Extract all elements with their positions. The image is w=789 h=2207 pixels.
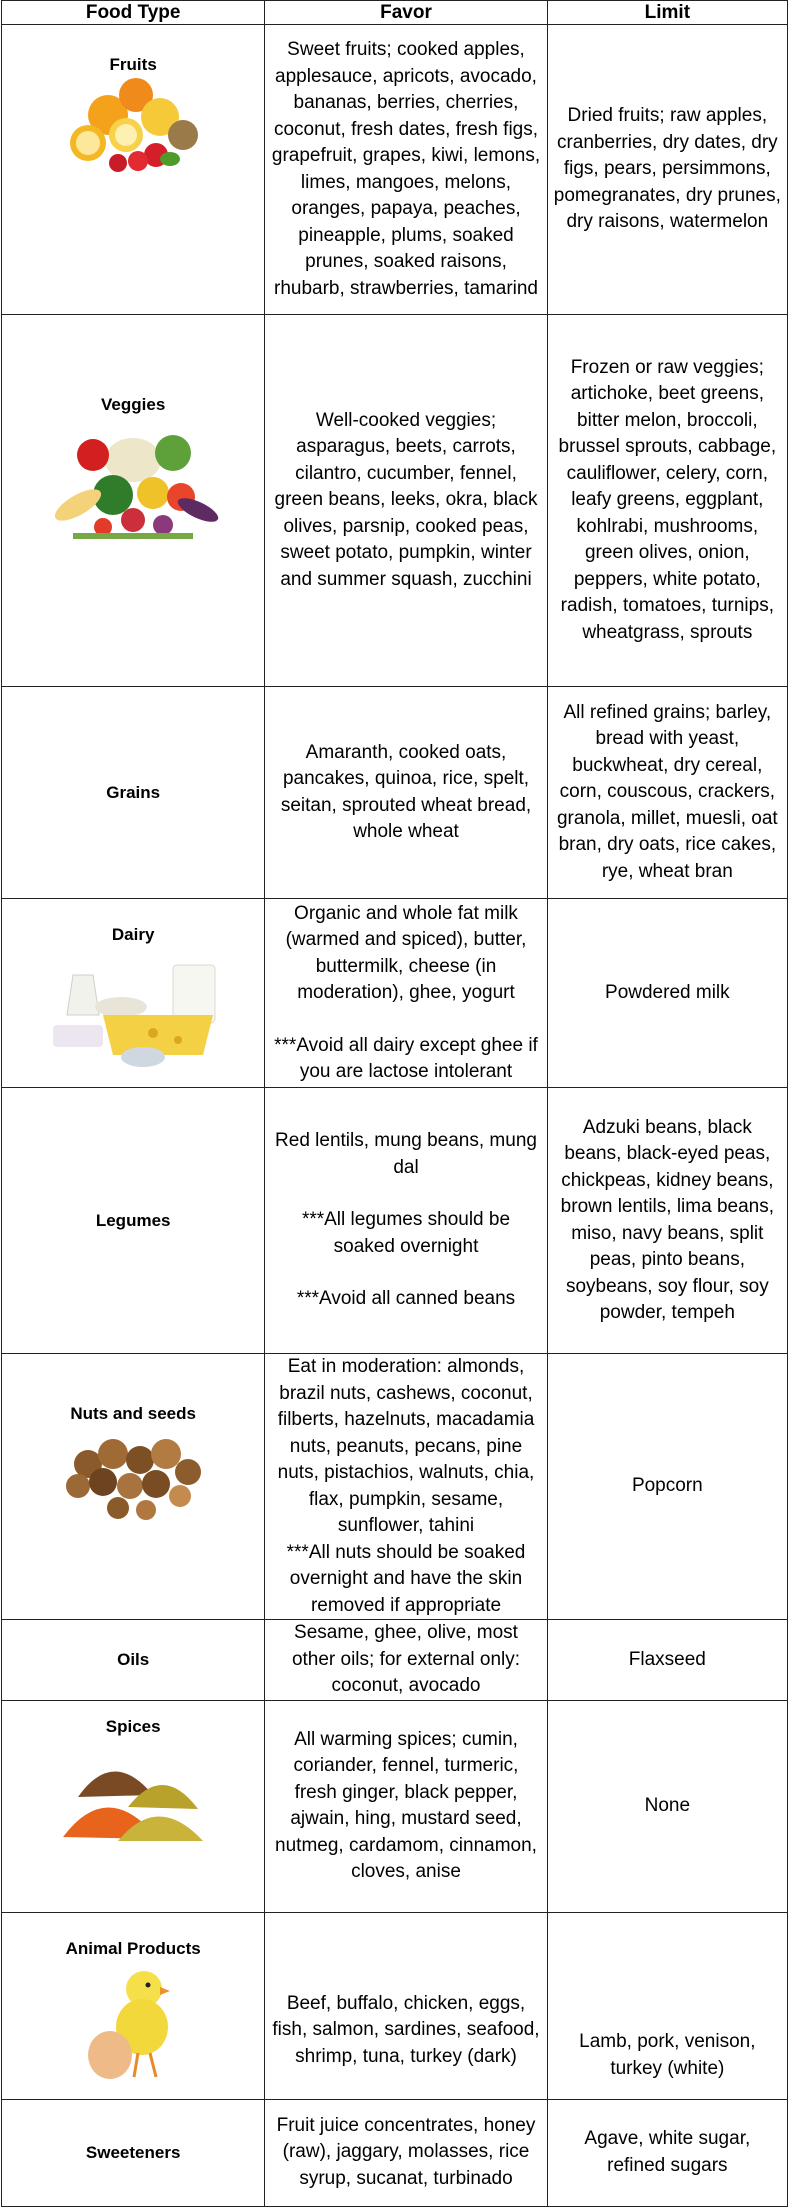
favor-text: Amaranth, cooked oats, pancakes, quinoa, rice, spelt, seitan, sprouted wheat bread, whole wheat bbox=[280, 741, 532, 842]
food-type-cell bbox=[2, 899, 265, 1088]
header-food-type: Food Type bbox=[2, 1, 265, 25]
favor-cell bbox=[265, 1912, 547, 2099]
table-row-dairy bbox=[2, 899, 788, 1088]
favor-text: Sweet fruits; cooked apples, applesauce, apricots, avocado, bananas, berries, cherries, coconut, fresh dates, fresh figs, grapefruit, grapes, kiwi, lemons, limes, mangoes, melons, oranges, papaya, peaches, pineapple, plums, soaked prunes, soaked raisons, rhubarb, strawberries, tamarind bbox=[271, 39, 541, 299]
food-type-label: Legumes bbox=[95, 1210, 171, 1230]
limit-cell bbox=[547, 687, 787, 899]
table-row-legumes bbox=[2, 1088, 788, 1354]
food-type-label: Oils bbox=[117, 1649, 150, 1669]
favor-cell bbox=[265, 1354, 547, 1620]
favor-cell bbox=[265, 1620, 547, 1701]
limit-cell bbox=[547, 1912, 787, 2099]
food-type-cell bbox=[2, 315, 265, 687]
food-guide-table bbox=[1, 0, 788, 2207]
table-row-sweeteners bbox=[2, 2099, 788, 2206]
limit-cell bbox=[547, 315, 787, 687]
favor-note: ***Avoid all canned beans bbox=[296, 1288, 516, 1310]
table-row-oils bbox=[2, 1620, 788, 1701]
food-type-label: Spices bbox=[105, 1716, 161, 1736]
table-row-animal-products bbox=[2, 1912, 788, 2099]
favor-cell bbox=[265, 687, 547, 899]
favor-text: Sesame, ghee, olive, most other oils; for external only: coconut, avocado bbox=[291, 1622, 521, 1696]
favor-cell bbox=[265, 2099, 547, 2206]
food-type-label: Fruits bbox=[109, 55, 157, 74]
favor-text: Fruit juice concentrates, honey (raw), jaggary, molasses, rice syrup, sucanat, turbinado bbox=[276, 2114, 536, 2189]
food-type-label: Veggies bbox=[101, 395, 166, 414]
limit-text: Lamb, pork, venison, turkey (white) bbox=[579, 2031, 756, 2079]
spices-image bbox=[58, 1737, 208, 1852]
header-favor: Favor bbox=[265, 1, 547, 25]
chick-and-egg-image bbox=[78, 1959, 188, 2084]
limit-text: Popcorn bbox=[631, 1475, 703, 1497]
food-type-cell bbox=[2, 1620, 265, 1701]
limit-text: Flaxseed bbox=[628, 1648, 706, 1670]
header-row bbox=[2, 1, 788, 25]
food-type-cell bbox=[2, 1912, 265, 2099]
food-type-cell bbox=[2, 1354, 265, 1620]
food-type-cell bbox=[2, 1088, 265, 1354]
favor-cell bbox=[265, 25, 547, 315]
limit-cell bbox=[547, 1088, 787, 1354]
fruits-image bbox=[48, 75, 218, 185]
food-type-label: Animal Products bbox=[65, 1938, 201, 1958]
limit-cell bbox=[547, 899, 787, 1088]
food-type-cell bbox=[2, 2099, 265, 2206]
nuts-image bbox=[48, 1424, 218, 1524]
dairy-image bbox=[33, 945, 233, 1075]
table-row-fruits bbox=[2, 25, 788, 315]
food-type-label: Grains bbox=[106, 782, 161, 802]
limit-text: Agave, white sugar, refined sugars bbox=[584, 2128, 751, 2176]
favor-cell bbox=[265, 1088, 547, 1354]
favor-text: Red lentils, mung beans, mung dal bbox=[275, 1130, 537, 1178]
favor-note: ***All nuts should be soaked overnight and have the skin removed if appropriate bbox=[286, 1541, 526, 1616]
limit-cell bbox=[547, 2099, 787, 2206]
favor-text: Organic and whole fat milk (warmed and spiced), butter, buttermilk, cheese (in moderation), ghee, yogurt bbox=[285, 902, 527, 1003]
table-row-nuts-and-seeds bbox=[2, 1354, 788, 1620]
food-type-label: Dairy bbox=[111, 925, 155, 944]
favor-note: ***All legumes should be soaked overnight bbox=[301, 1209, 511, 1257]
favor-note: ***Avoid all dairy except ghee if you are lactose intolerant bbox=[274, 1034, 538, 1082]
limit-text: Adzuki beans, black beans, black-eyed peas, chickpeas, kidney beans, brown lentils, lima beans, miso, navy beans, split peas, pinto beans, soybeans, soy flour, soy powder, tempeh bbox=[560, 1116, 774, 1323]
table-row-veggies bbox=[2, 315, 788, 687]
favor-text: Eat in moderation: almonds, brazil nuts, cashews, coconut, filberts, hazelnuts, macadamia nuts, peanuts, pecans, pine nuts, pistachios, walnuts, chia, flax, pumpkin, sesame, sunflower, tahini bbox=[277, 1356, 535, 1536]
food-type-cell bbox=[2, 687, 265, 899]
favor-text: Beef, buffalo, chicken, eggs, fish, salmon, sardines, seafood, shrimp, tuna, turkey (dark) bbox=[272, 1992, 540, 2067]
favor-cell bbox=[265, 315, 547, 687]
limit-text: Powdered milk bbox=[605, 981, 730, 1003]
favor-text: Well-cooked veggies; asparagus, beets, carrots, cilantro, cucumber, fennel, green beans, leeks, okra, black olives, parsnip, cooked peas, sweet potato, pumpkin, winter and summer squash, zucchini bbox=[274, 409, 538, 590]
limit-cell bbox=[547, 1354, 787, 1620]
limit-cell bbox=[547, 25, 787, 315]
favor-cell bbox=[265, 899, 547, 1088]
limit-cell bbox=[547, 1700, 787, 1912]
table-row-spices bbox=[2, 1700, 788, 1912]
food-type-cell bbox=[2, 25, 265, 315]
favor-text: All warming spices; cumin, coriander, fennel, turmeric, fresh ginger, black pepper, ajwain, hing, mustard seed, nutmeg, cardamom, cinnamon, cloves, anise bbox=[275, 1728, 537, 1882]
limit-text: Frozen or raw veggies; artichoke, beet greens, bitter melon, broccoli, brussel sprouts, cabbage, cauliflower, celery, corn, leafy greens, eggplant, kohlrabi, mushrooms, green olives, onion, peppers, white potato, radish, tomatoes, turnips, wheatgrass, sprouts bbox=[558, 356, 777, 643]
vegetables-image bbox=[33, 415, 233, 555]
favor-cell bbox=[265, 1700, 547, 1912]
limit-cell bbox=[547, 1620, 787, 1701]
food-type-label: Nuts and seeds bbox=[70, 1404, 196, 1423]
food-type-cell bbox=[2, 1700, 265, 1912]
food-type-label: Sweeteners bbox=[85, 2142, 181, 2162]
limit-text: All refined grains; barley, bread with yeast, buckwheat, dry cereal, corn, couscous, crackers, granola, millet, muesli, oat bran, dry oats, rice cakes, rye, wheat bran bbox=[556, 701, 778, 882]
limit-text: Dried fruits; raw apples, cranberries, dry dates, dry figs, pears, persimmons, pomegranates, dry prunes, dry raisons, watermelon bbox=[553, 105, 781, 233]
limit-text: None bbox=[644, 1794, 691, 1816]
table-row-grains bbox=[2, 687, 788, 899]
header-limit: Limit bbox=[547, 1, 787, 25]
